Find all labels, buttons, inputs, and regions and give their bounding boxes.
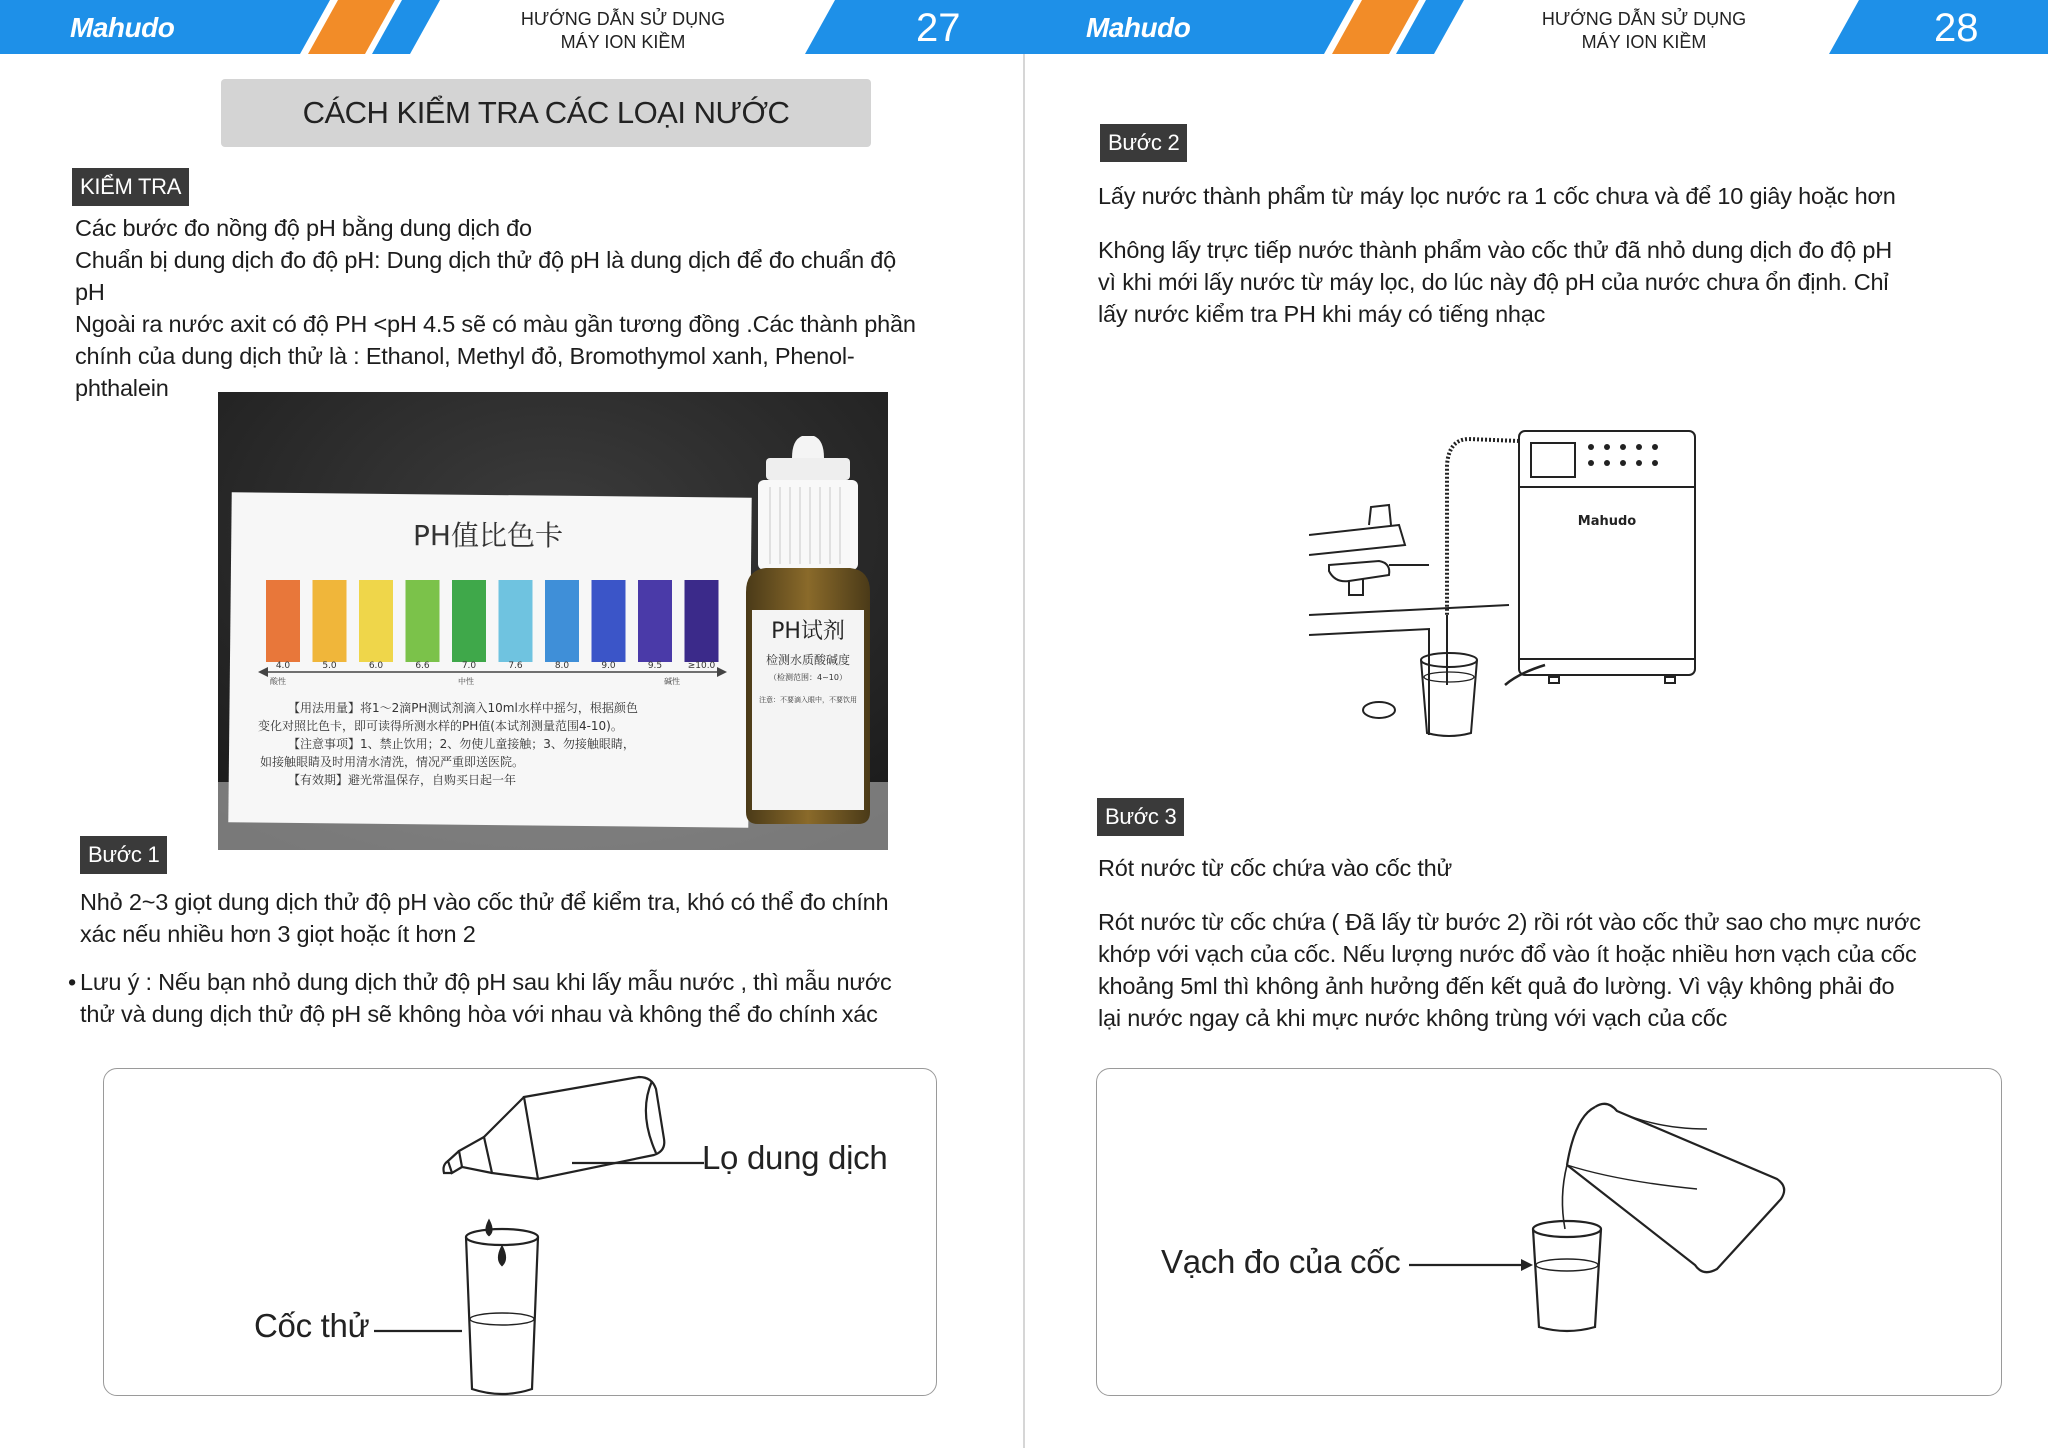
step1-tag: Bước 1 xyxy=(80,836,167,874)
step3-line: Rót nước từ cốc chứa ( Đã lấy từ bước 2) rồi rót vào cốc thử sao cho mực nước xyxy=(1098,909,1921,935)
header-guide-line1: HƯỚNG DẪN SỬ DỤNG xyxy=(1541,9,1747,29)
check-line: Các bước đo nồng độ pH bằng dung dịch đo xyxy=(75,215,532,241)
page-header xyxy=(0,0,1024,54)
step3-line: khoảng 5ml thì không ảnh hưởng đến kết quả đo lường. Vì vậy không phải đo xyxy=(1098,973,1895,999)
ionizer-machine-drawing xyxy=(1309,415,1729,740)
ph-scale-label: 7.0 xyxy=(461,661,477,671)
ph-scale-label: 6.6 xyxy=(415,661,430,671)
ph-swatch xyxy=(452,580,486,662)
header-guide-title xyxy=(1524,8,1764,54)
step2-line: lấy nước kiểm tra PH khi máy có tiếng nhạc xyxy=(1098,301,1546,327)
machine-logo: Mahudo xyxy=(1577,514,1637,529)
step2-line: vì khi mới lấy nước từ máy lọc, do lúc này độ pH của nước chưa ổn định. Chỉ xyxy=(1098,269,1889,295)
ph-test-kit-photo xyxy=(218,392,888,850)
note-bullet: • xyxy=(68,969,77,995)
bottle-label-sub: 检测水质酸碱度 xyxy=(765,653,851,667)
check-line: Chuẩn bị dung dịch đo độ pH: Dung dịch thử độ pH là dung dịch để đo chuẩn độ xyxy=(75,247,897,273)
ph-swatch xyxy=(545,580,579,662)
ph-scale-label: 7.6 xyxy=(508,661,523,671)
ph-swatch xyxy=(499,580,533,662)
step1-line: xác nếu nhiều hơn 3 giọt hoặc ít hơn 2 xyxy=(80,921,476,947)
ph-swatch xyxy=(266,580,300,662)
ph-swatch xyxy=(406,580,440,662)
check-line: chính của dung dịch thử là : Ethanol, Methyl đỏ, Bromothymol xanh, Phenol- xyxy=(75,343,855,369)
ph-swatch xyxy=(685,580,719,662)
step3-illustration xyxy=(1096,1068,2002,1396)
page-header xyxy=(1024,0,2048,54)
mark-callout: Vạch đo của cốc xyxy=(1161,1243,1401,1280)
ph-scale-label: 8.0 xyxy=(554,661,570,671)
outlet-hose xyxy=(1447,439,1519,615)
header-guide-line2: MÁY ION KIỀM xyxy=(1581,32,1707,52)
bottle-label-note: 注意：不要滴入眼中，不要饮用 xyxy=(759,696,857,704)
ph-reagent-bottle xyxy=(746,436,870,824)
page-28 xyxy=(1024,0,2048,1448)
instruction-line: 【用法用量】将1～2滴PH测试剂滴入10ml水样中摇匀，根据颜色 xyxy=(288,701,638,715)
header-guide-line1: HƯỚNG DẪN SỬ DỤNG xyxy=(520,9,726,29)
neutral-label: 中性 xyxy=(458,677,474,686)
page-number: 27 xyxy=(916,6,961,50)
instruction-line: 变化对照比色卡，即可读得所测水样的PH值(本试剂测量范围4-10)。 xyxy=(258,719,623,733)
ph-scale-label: ≥10.0 xyxy=(687,661,716,671)
test-cup-drawing xyxy=(1533,1221,1601,1331)
header-guide-line2: MÁY ION KIỀM xyxy=(560,32,686,52)
ph-scale-label: 4.0 xyxy=(275,661,291,671)
ph-swatch xyxy=(359,580,393,662)
step2-paragraph xyxy=(1098,234,2018,330)
pour-stream xyxy=(1562,1165,1567,1229)
faucet-drawing xyxy=(1309,505,1509,735)
ph-swatch xyxy=(592,580,626,662)
step3-lead: Rót nước từ cốc chứa vào cốc thử xyxy=(1098,855,1453,881)
note-paragraph xyxy=(68,966,960,1030)
acid-label: 酸性 xyxy=(270,677,286,686)
drop-drawing xyxy=(487,1221,492,1235)
step3-line: lại nước ngay cả khi mực nước không trùng với vạch của cốc xyxy=(1098,1005,1728,1031)
ph-scale-label: 9.5 xyxy=(647,661,663,671)
step2-lead: Lấy nước thành phẩm từ máy lọc nước ra 1 cốc chưa và để 10 giây hoặc hơn xyxy=(1098,183,1896,209)
pouring-drawing xyxy=(1097,1069,2003,1397)
step2-tag: Bước 2 xyxy=(1100,124,1187,162)
step2-line: Không lấy trực tiếp nước thành phẩm vào cốc thử đã nhỏ dung dịch đo độ pH xyxy=(1098,237,1892,263)
bottle-callout: Lọ dung dịch xyxy=(702,1139,888,1176)
step3-paragraph xyxy=(1098,906,2018,1034)
bottle-label-range: （检测范围：4~10） xyxy=(769,673,847,682)
step3-line: khớp với vạch của cốc. Nếu lượng nước đổ vào ít hoặc nhiều hơn vạch của cốc xyxy=(1098,941,1917,967)
page-number: 28 xyxy=(1934,6,1979,50)
section-title: CÁCH KIỂM TRA CÁC LOẠI NƯỚC xyxy=(221,79,871,147)
step1-line: Nhỏ 2~3 giọt dung dịch thử độ pH vào cốc thử để kiểm tra, khó có thể đo chính xyxy=(80,889,889,915)
card-title: PH值比色卡 xyxy=(413,519,563,552)
step1-illustration xyxy=(103,1068,937,1396)
ph-scale-label: 6.0 xyxy=(368,661,384,671)
dropper-and-cup-drawing xyxy=(104,1069,938,1397)
check-line: Ngoài ra nước axit có độ PH <pH 4.5 sẽ có màu gần tương đồng .Các thành phần xyxy=(75,311,916,337)
ph-scale-label: 9.0 xyxy=(601,661,616,671)
ph-swatch xyxy=(313,580,347,662)
check-paragraph xyxy=(75,212,960,404)
bottle-label-title: PH试剂 xyxy=(771,619,845,644)
instruction-line: 【注意事项】1、禁止饮用；2、勿使儿童接触；3、勿接触眼睛， xyxy=(288,737,635,751)
check-tag: KIỂM TRA xyxy=(72,168,189,206)
brand-logo: Mahudo xyxy=(70,12,175,43)
ph-swatch xyxy=(638,580,672,662)
instruction-line: 如接触眼睛及时用清水清洗，情况严重即送医院。 xyxy=(260,755,525,769)
note-line: Lưu ý : Nếu bạn nhỏ dung dịch thử độ pH sau khi lấy mẫu nước , thì mẫu nước xyxy=(80,969,892,995)
step1-paragraph xyxy=(80,886,960,950)
sink-drain xyxy=(1363,702,1395,718)
note-line: thử và dung dịch thử độ pH sẽ không hòa với nhau và không thể đo chính xác xyxy=(80,1001,878,1027)
alkaline-label: 碱性 xyxy=(664,677,680,686)
cup-callout: Cốc thử xyxy=(254,1307,370,1344)
check-line: pH xyxy=(75,279,105,305)
ionizer-unit xyxy=(1519,431,1695,683)
check-line: phthalein xyxy=(75,375,169,401)
color-chart-card xyxy=(228,492,751,827)
instruction-line: 【有效期】避光常温保存，自购买日起一年 xyxy=(288,773,517,787)
step3-tag: Bước 3 xyxy=(1097,798,1184,836)
brand-logo: Mahudo xyxy=(1086,12,1191,43)
header-guide-title xyxy=(503,8,743,54)
ph-scale-label: 5.0 xyxy=(322,661,337,671)
